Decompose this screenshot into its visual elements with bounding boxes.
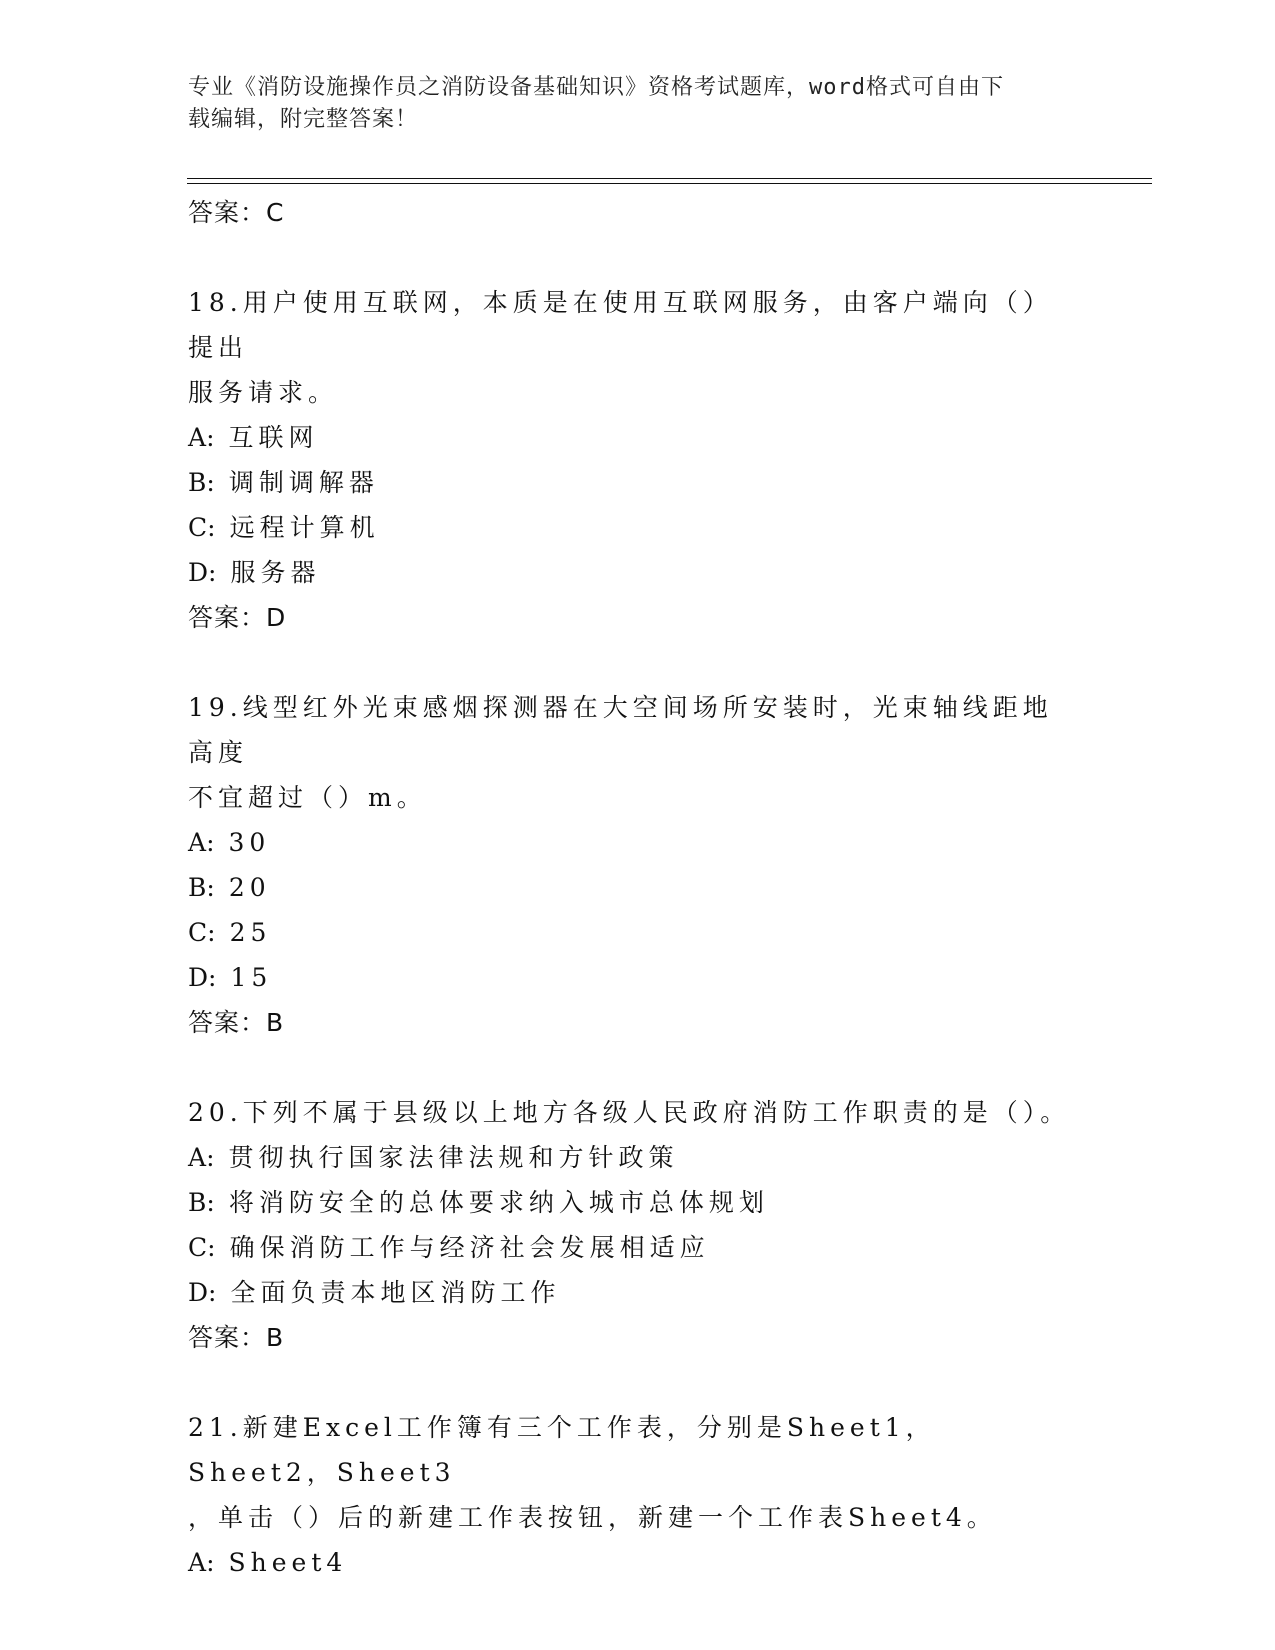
option-d: D: 15 <box>188 963 273 992</box>
question-stem-line: 不宜超过（）m。 <box>188 783 427 812</box>
option-key: C <box>188 513 208 542</box>
answer-line: 答案：C <box>188 198 285 227</box>
question-stem-line: 21.新建Excel工作簿有三个工作表，分别是Sheet1，Sheet2，Sheet3 <box>188 1413 936 1487</box>
option-key: B <box>188 468 207 497</box>
option-text: 15 <box>230 963 273 992</box>
question-21 <box>188 1405 1088 1585</box>
option-text: 将消防安全的总体要求纳入城市总体规划 <box>228 1188 769 1217</box>
question-list <box>188 190 1088 1585</box>
option-key: B <box>188 1188 207 1217</box>
header-line-1: 专业《消防设施操作员之消防设备基础知识》资格考试题库，word格式可自由下 <box>188 75 1004 100</box>
option-text: 确保消防工作与经济社会发展相适应 <box>229 1233 710 1262</box>
option-b: B: 调制调解器 <box>188 468 379 497</box>
question-18 <box>188 280 1088 641</box>
option-text: 远程计算机 <box>229 513 380 542</box>
option-key: C <box>188 918 208 947</box>
option-key: C <box>188 1233 208 1262</box>
option-key: A <box>188 1548 207 1577</box>
option-text: 服务器 <box>230 558 321 587</box>
option-text: 互联网 <box>228 423 319 452</box>
question-stem-line: 20.下列不属于县级以上地方各级人民政府消防工作职责的是（）。 <box>188 1098 1071 1127</box>
header-divider-bottom <box>187 183 1152 184</box>
option-c: C: 25 <box>188 918 272 947</box>
option-a: A: 互联网 <box>188 423 319 452</box>
option-text: 30 <box>228 828 271 857</box>
option-text: 全面负责本地区消防工作 <box>230 1278 561 1307</box>
question-stem <box>188 1090 1078 1135</box>
document-header <box>188 72 1068 136</box>
question-stem-line: 19.线型红外光束感烟探测器在大空间场所安装时，光束轴线距地高度 <box>188 693 1053 767</box>
option-key: D <box>188 963 209 992</box>
option-key: B <box>188 873 207 902</box>
option-text: 贯彻执行国家法律法规和方针政策 <box>228 1143 679 1172</box>
header-line-2: 载编辑，附完整答案！ <box>188 107 419 132</box>
option-d: D: 全面负责本地区消防工作 <box>188 1278 561 1307</box>
option-a: A: 30 <box>188 828 271 857</box>
option-text: 25 <box>229 918 272 947</box>
header-divider-top <box>187 178 1152 179</box>
question-20 <box>188 1090 1088 1361</box>
option-key: A <box>188 1143 207 1172</box>
option-a: A: 贯彻执行国家法律法规和方针政策 <box>188 1143 679 1172</box>
option-c: C: 确保消防工作与经济社会发展相适应 <box>188 1233 710 1262</box>
option-b: B: 将消防安全的总体要求纳入城市总体规划 <box>188 1188 769 1217</box>
option-key: A <box>188 828 207 857</box>
option-key: A <box>188 423 207 452</box>
answer-line: 答案：B <box>188 1323 285 1352</box>
option-key: D <box>188 1278 209 1307</box>
question-stem <box>188 280 1078 415</box>
answer-line: 答案：D <box>188 603 287 632</box>
option-text: 20 <box>228 873 271 902</box>
option-key: D <box>188 558 209 587</box>
question-stem-line: 18.用户使用互联网，本质是在使用互联网服务，由客户端向（）提出 <box>188 288 1053 362</box>
question-stem <box>188 1405 1078 1540</box>
question-stem-line: ，单击（）后的新建工作表按钮，新建一个工作表Sheet4。 <box>188 1503 997 1532</box>
answer-line: 答案：B <box>188 1008 285 1037</box>
option-a: A: Sheet4 <box>188 1548 348 1577</box>
question-stem-line: 服务请求。 <box>188 378 339 407</box>
question-19 <box>188 685 1088 1046</box>
option-b: B: 20 <box>188 873 271 902</box>
option-c: C: 远程计算机 <box>188 513 380 542</box>
option-text: 调制调解器 <box>228 468 379 497</box>
option-text: Sheet4 <box>228 1548 348 1577</box>
question-stem <box>188 685 1078 820</box>
option-d: D: 服务器 <box>188 558 321 587</box>
